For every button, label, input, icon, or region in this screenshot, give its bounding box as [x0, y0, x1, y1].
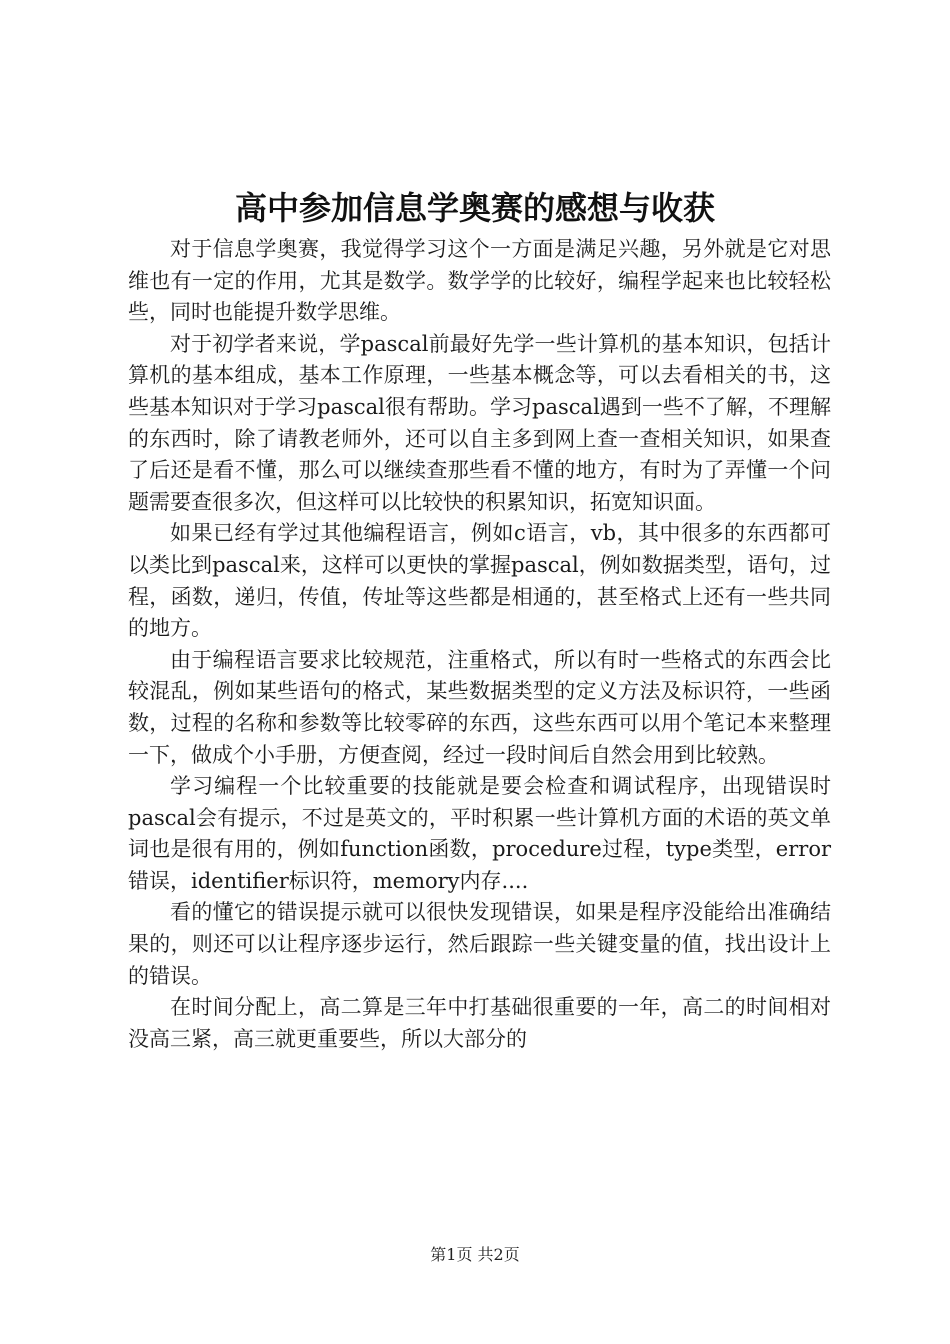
paragraph: 对于初学者来说，学pascal前最好先学一些计算机的基本知识，包括计算机的基本组成，基本工作原理，一些基本概念等，可以去看相关的书，这些基本知识对于学习pascal很有帮助。学习pascal遇到一些不了解，不理解的东西时，除了请教老师外，还可以自主多到网上查一查相关知识，如果查了后还是看不懂，那么可以继续查那些看不懂的地方，有时为了弄懂一个问题需要查很多次，但这样可以比较快的积累知识，拓宽知识面。: [128, 331, 831, 514]
page-footer: 第1页 共2页: [430, 1245, 520, 1264]
paragraph: 如果已经有学过其他编程语言，例如c语言，vb，其中很多的东西都可以类比到pascal来，这样可以更快的掌握pascal，例如数据类型，语句，过程，函数，递归，传值，传址等这些都是相通的，甚至格式上还有一些共同的地方。: [128, 521, 831, 641]
document-title: 高中参加信息学奥赛的感想与收获: [234, 189, 715, 227]
paragraph: 对于信息学奥赛，我觉得学习这个一方面是满足兴趣，另外就是它对思维也有一定的作用，尤其是数学。数学学的比较好，编程学起来也比较轻松些，同时也能提升数学思维。: [128, 237, 831, 325]
paragraph: 由于编程语言要求比较规范，注重格式，所以有时一些格式的东西会比较混乱，例如某些语句的格式，某些数据类型的定义方法及标识符，一些函数，过程的名称和参数等比较零碎的东西，这些东西可以用个笔记本来整理一下，做成个小手册，方便查阅，经过一段时间后自然会用到比较熟。: [128, 647, 831, 767]
paragraph: 看的懂它的错误提示就可以很快发现错误，如果是程序没能给出准确结果的，则还可以让程序逐步运行，然后跟踪一些关键变量的值，找出设计上的错误。: [128, 900, 831, 988]
paragraph: 在时间分配上，高二算是三年中打基础很重要的一年，高二的时间相对没高三紧，高三就更重要些，所以大部分的: [128, 995, 831, 1051]
document-body: [128, 234, 831, 1055]
paragraph: 学习编程一个比较重要的技能就是要会检查和调试程序，出现错误时pascal会有提示，不过是英文的，平时积累一些计算机方面的术语的英文单词也是很有用的，例如function函数，procedure过程，type类型，error错误，identifier标识符，memory内存....: [128, 774, 831, 893]
